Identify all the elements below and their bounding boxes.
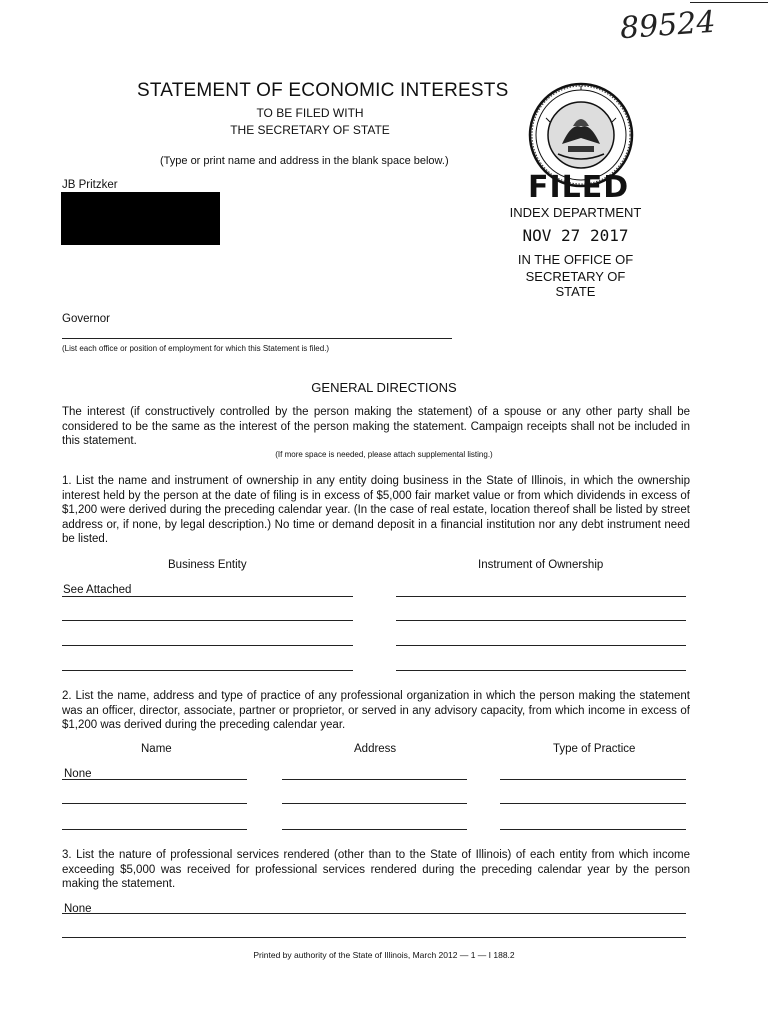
s1-left-line-3 [62,645,353,646]
office-caption: (List each office or position of employment for which this Statement is filed.) [62,344,330,353]
business-entity-header: Business Entity [168,559,247,571]
s2-address-line-3 [282,829,467,830]
name-header: Name [141,743,172,755]
handwritten-number: 89524 [618,4,717,47]
subtitle-line1: TO BE FILED WITH [256,106,364,120]
s3-line-1 [62,913,686,914]
section3-text: 3. List the nature of professional services rendered (other than to the State of Illinois) of each entity from which income exceeding $5,000 was received for professional services rendered during the preceding calendar year by the person making the statement. [62,849,690,890]
s2-name-line-2 [62,803,247,804]
s2-name-line-1 [62,779,247,780]
s1-right-line-1 [396,596,686,597]
s2-type-line-2 [500,803,686,804]
name-address-instruction: (Type or print name and address in the blank space below.) [160,155,449,167]
s1-left-line-2 [62,620,353,621]
filer-name: JB Pritzker [62,179,118,191]
section1-entry: See Attached [63,584,132,596]
form-title: STATEMENT OF ECONOMIC INTERESTS [137,80,509,101]
s1-left-line-1 [62,596,353,597]
section1-text: 1. List the name and instrument of ownership in any entity doing business in the State of Illinois, in which the ownership interest held by the person at the date of filing is in excess of $5,000 fair market value or from which dividends in excess of $1,200 were derived during the preceding calendar year. (In the case of real estate, location thereof shall be listed by street address or, if none, by legal description.) No time or demand deposit in a financial institution nor any debt instrument need be listed. [62,475,690,545]
directions-paragraph: The interest (if constructively controlled by the person making the statement) of a spouse or any other party shall be considered to be the same as the interest of the person making the statement. Campaign receipts shall not be included in this statement. [62,406,690,447]
instrument-ownership-header: Instrument of Ownership [478,559,604,571]
s1-right-line-3 [396,645,686,646]
address-header: Address [354,743,397,755]
section3-entry: None [64,903,92,915]
section2-entry: None [64,768,92,780]
s2-type-line-3 [500,829,686,830]
redacted-address-block [61,192,220,245]
section2-text: 2. List the name, address and type of practice of any professional organization in which the person making the statement was an officer, director, associate, partner or proprietor, or served in any advisory capacity, from which income in excess of $1,200 was derived during the preceding calendar year. [62,690,690,731]
secretary-of-state-line: SECRETARY OF STATE [525,269,626,299]
filed-stamp: FILED [528,170,630,205]
office-of-line: IN THE OFFICE OF [517,252,634,267]
directions-heading: GENERAL DIRECTIONS [311,380,457,395]
supplemental-note: (If more space is needed, please attach supplemental listing.) [275,450,493,459]
subtitle-line2: THE SECRETARY OF STATE [230,123,390,137]
index-department: INDEX DEPARTMENT [509,205,642,220]
top-rule [690,2,768,3]
type-of-practice-header: Type of Practice [553,743,636,755]
filer-office: Governor [62,313,110,325]
filed-date: NOV 27 2017 [522,226,629,245]
s1-right-line-4 [396,670,686,671]
office-line [62,338,452,339]
s1-left-line-4 [62,670,353,671]
s1-right-line-2 [396,620,686,621]
s2-name-line-3 [62,829,247,830]
footer-printed-by: Printed by authority of the State of Illinois, March 2012 — 1 — I 188.2 [253,950,515,960]
s2-address-line-1 [282,779,467,780]
s3-line-2 [62,937,686,938]
s2-address-line-2 [282,803,467,804]
s2-type-line-1 [500,779,686,780]
